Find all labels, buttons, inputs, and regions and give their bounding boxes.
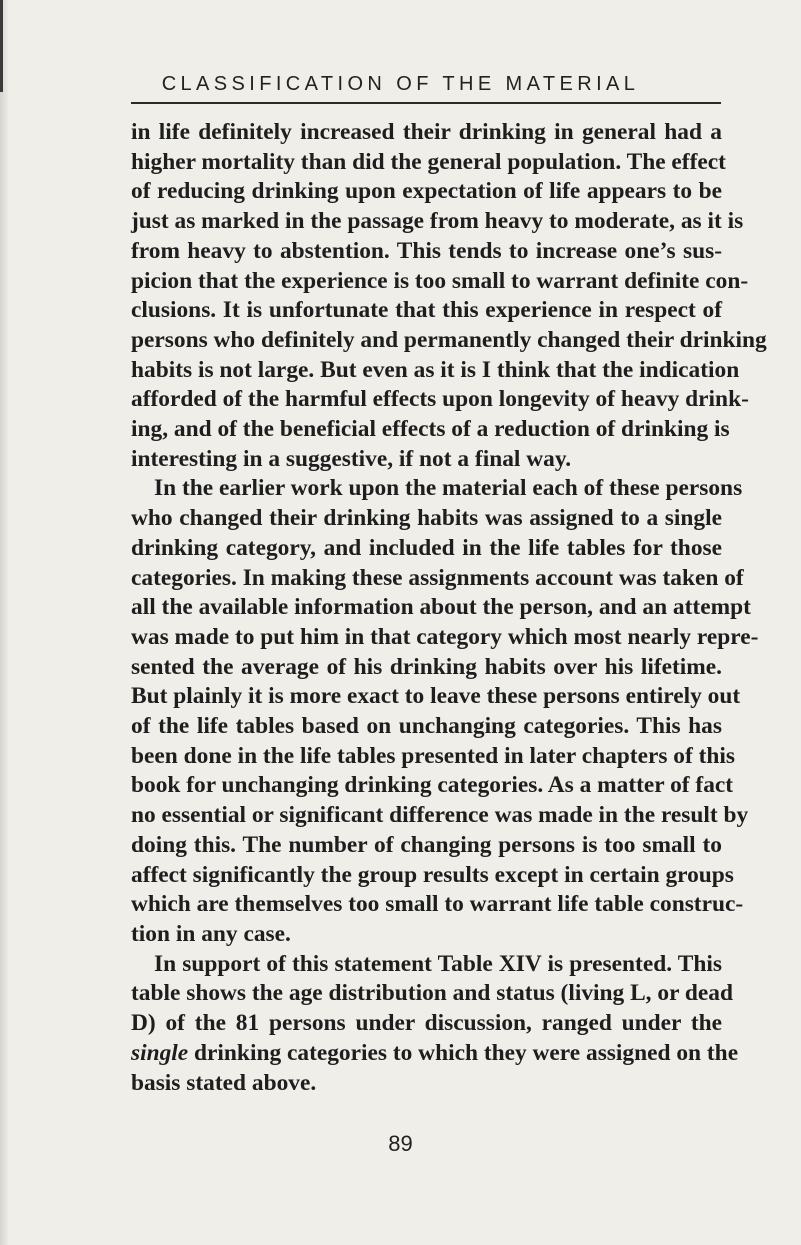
text-line: higher mortality than did the general population. The effect (131, 148, 726, 175)
text-line: In support of this statement Table XIV is presented. This (154, 950, 722, 977)
page-number: 89 (388, 1131, 413, 1156)
text-line: drinking category, and included in the life tables for those (131, 534, 722, 561)
text-line: of reducing drinking upon expectation of life appears to be (131, 178, 722, 205)
text-line: categories. In making these assignments account was taken of (131, 564, 744, 591)
text-line: was made to put him in that category which most nearly repre- (131, 623, 759, 650)
text-line: affect significantly the group results except in certain groups (131, 861, 734, 888)
text-line: which are themselves too small to warrant life table construc- (131, 891, 744, 918)
text-line: been done in the life tables presented in later chapters of this (131, 742, 736, 769)
text-line: in life definitely increased their drinking in general had a (131, 119, 722, 145)
text-line: just as marked in the passage from heavy to moderate, as it is (131, 208, 744, 235)
text-line: no essential or significant difference was made in the result by (131, 802, 749, 829)
page-edge (0, 0, 8, 1245)
italic-emphasis: single (131, 1039, 189, 1066)
text-line: D) of the 81 persons under discussion, ranged under the (131, 1010, 722, 1037)
text-line: all the available information about the person, and an attempt (131, 594, 751, 621)
text-line: from heavy to abstention. This tends to increase one’s sus- (131, 237, 722, 264)
text-line: of the life tables based on unchanging categories. This has (131, 713, 722, 740)
text-line: table shows the age distribution and status (living L, or dead (131, 980, 733, 1007)
text-line: sented the average of his drinking habits over his lifetime. (131, 653, 722, 680)
text-run: drinking categories to which they were assigned on the (188, 1039, 739, 1066)
text-line: picion that the experience is too small to warrant definite con- (131, 267, 749, 294)
text-line: book for unchanging drinking categories. As a matter of fact (131, 772, 734, 799)
text-line: habits is not large. But even as it is I think that the indication (131, 356, 740, 383)
text-line: afforded of the harmful effects upon longevity of heavy drink- (131, 386, 749, 413)
text-line: In the earlier work upon the material each of these persons (154, 475, 743, 502)
text-line: who changed their drinking habits was assigned to a single (131, 505, 722, 532)
text-line (131, 1039, 739, 1069)
text-line: But plainly it is more exact to leave these persons entirely out (131, 683, 741, 710)
text-line: basis stated above. (131, 1069, 317, 1096)
text-line: clusions. It is unfortunate that this experience in respect of (131, 297, 722, 324)
header-rule (131, 102, 721, 104)
text-line: ing, and of the beneficial effects of a reduction of drinking is (131, 416, 730, 443)
text-line: tion in any case. (131, 920, 291, 947)
text-line: interesting in a suggestive, if not a final way. (131, 445, 572, 472)
running-head: CLASSIFICATION OF THE MATERIAL (161, 73, 640, 95)
body-text (131, 118, 767, 1098)
text-line: persons who definitely and permanently changed their drinking (131, 326, 767, 353)
text-line: doing this. The number of changing persons is too small to (131, 831, 722, 858)
